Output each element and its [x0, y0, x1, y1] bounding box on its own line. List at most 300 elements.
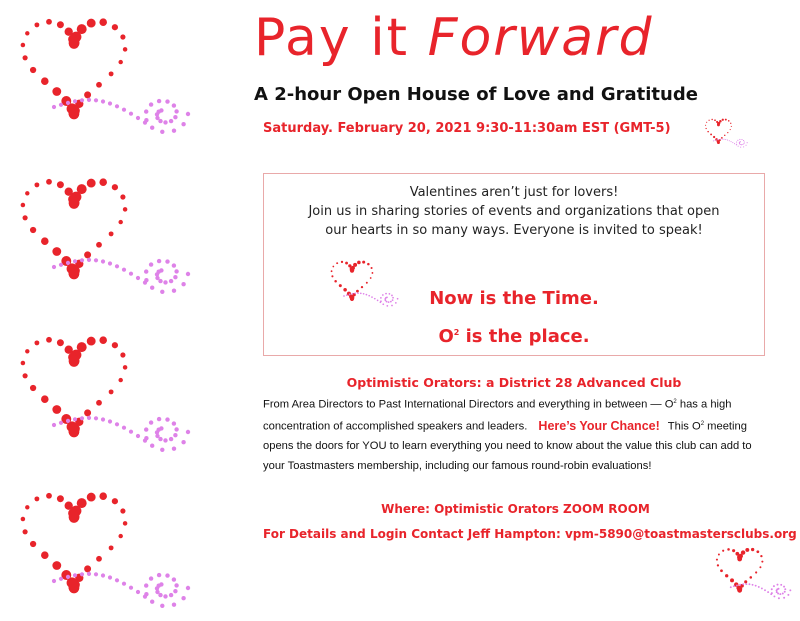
heart-dot: [96, 242, 102, 248]
heart-dot: [711, 119, 712, 120]
swirl-dot: [87, 416, 91, 420]
swirl-dot: [761, 587, 763, 589]
swirl-dot: [767, 591, 769, 593]
heart-dot: [46, 493, 52, 499]
intro-line-3: our hearts in so many ways. Everyone is invited to speak!: [325, 223, 703, 238]
swirl-dot: [186, 430, 190, 434]
heart-dot: [84, 409, 91, 416]
heart-dot: [728, 120, 730, 122]
heart-dot: [755, 571, 757, 573]
swirl-dot: [743, 143, 744, 144]
heart-dot: [725, 574, 728, 577]
swirl-dot: [163, 438, 167, 442]
heart-dot: [759, 566, 761, 568]
heart-dot: [87, 493, 96, 502]
heart-dot: [99, 336, 107, 344]
swirl-dot: [729, 140, 730, 141]
swirl-dot: [172, 421, 176, 425]
swirl-dot: [160, 604, 164, 608]
heart-dot: [744, 580, 747, 583]
swirl-dot: [169, 119, 173, 123]
swirl-dot: [725, 139, 726, 140]
swirl-dot: [108, 101, 112, 105]
swirl-dot: [779, 593, 781, 595]
swirl-dot: [87, 258, 91, 262]
swirl-dot: [129, 430, 133, 434]
heart-dot: [112, 498, 118, 504]
swirl-dot: [160, 130, 164, 134]
heart-dot: [34, 340, 39, 345]
swirl-dot: [157, 573, 161, 577]
swirl-dot: [163, 594, 167, 598]
swirl-dot: [149, 102, 153, 106]
swirl-dot: [783, 586, 785, 588]
heart-dot: [69, 197, 80, 208]
heart-dot: [23, 529, 28, 534]
heart-dot: [21, 517, 26, 522]
swirl-dot: [159, 426, 163, 430]
heart-dot: [730, 578, 734, 582]
small-heart-decoration-3: [712, 545, 794, 605]
heart-dot: [727, 132, 728, 133]
swirl-dot: [186, 112, 190, 116]
swirl-dot: [59, 103, 63, 107]
swirl-dot: [744, 141, 745, 142]
heart-dot: [720, 569, 723, 572]
heart-dot: [25, 191, 29, 195]
heart-dot: [761, 561, 763, 563]
swirl-dot: [172, 103, 176, 107]
swirl-dot: [160, 448, 164, 452]
heart-dot: [46, 337, 52, 343]
swirl-dot: [749, 583, 751, 585]
swirl-dot: [172, 577, 176, 581]
heart-dot: [730, 123, 731, 124]
swirl-dot: [172, 603, 176, 607]
swirl-dot: [94, 98, 98, 102]
swirl-dot: [739, 584, 741, 586]
swirl-dot: [737, 140, 738, 141]
swirl-dot: [66, 419, 70, 423]
heart-dot: [57, 339, 64, 346]
heart-dot: [732, 549, 735, 552]
swirl-dot: [73, 259, 77, 263]
heart-dot: [716, 559, 718, 561]
swirl-dot: [778, 597, 780, 599]
heart-decoration-3: [14, 330, 194, 465]
place-o: O: [438, 326, 454, 347]
heart-dot: [756, 550, 759, 553]
swirl-dot: [715, 140, 716, 141]
swirl-dot: [149, 576, 153, 580]
swirl-dot: [150, 444, 154, 448]
invitation-text: [264, 183, 764, 240]
swirl-dot: [169, 279, 173, 283]
body-part-4: meeting opens the doors for YOU to learn everything you need to know about the value this club can add to your Toastmasters membership, including our famous round-robin evaluations!: [263, 420, 752, 472]
heart-dot: [25, 505, 29, 509]
heart-dot: [69, 355, 80, 366]
body-part-2: has a high concentration of accomplished speakers and leaders.: [263, 398, 732, 433]
heart-dot: [707, 131, 709, 133]
swirl-dot: [136, 116, 140, 120]
swirl-dot: [66, 575, 70, 579]
heart-dot: [120, 352, 125, 357]
swirl-dot: [149, 420, 153, 424]
swirl-dot: [94, 258, 98, 262]
heart-dot: [30, 385, 36, 391]
swirl-dot: [157, 259, 161, 263]
swirl-dot: [115, 264, 119, 268]
heart-dot: [84, 91, 91, 98]
small-heart-decoration-1: [700, 117, 752, 151]
swirl-dot: [169, 593, 173, 597]
swirl-dot: [136, 434, 140, 438]
swirl-dot: [159, 268, 163, 272]
swirl-dot: [743, 146, 744, 147]
swirl-dot: [101, 259, 105, 263]
swirl-dot: [736, 142, 737, 143]
body-part-3: This O: [667, 420, 701, 433]
heart-dot: [99, 178, 107, 186]
swirl-dot: [773, 585, 775, 587]
swirl-dot: [136, 276, 140, 280]
swirl-dot: [101, 99, 105, 103]
swirl-dot: [59, 577, 63, 581]
now-is-the-time: Now is the Time.: [429, 288, 599, 309]
heart-dot: [69, 37, 80, 48]
swirl-dot: [115, 578, 119, 582]
place-superscript: 2: [453, 328, 460, 337]
page-title: [254, 10, 653, 67]
heart-dot: [77, 498, 87, 508]
heart-dot: [65, 188, 73, 196]
swirl-dot: [122, 268, 126, 272]
heart-dot: [724, 135, 725, 136]
heart-dot: [749, 576, 752, 579]
heart-dot: [96, 400, 102, 406]
heart-dot: [721, 137, 723, 139]
club-description: [263, 393, 763, 476]
heart-dot: [46, 19, 52, 25]
heart-dot: [41, 77, 49, 85]
swirl-dot: [108, 575, 112, 579]
swirl-dot: [173, 275, 177, 279]
heart-dot: [120, 34, 125, 39]
heart-dot: [112, 24, 118, 30]
swirl-dot: [771, 592, 773, 594]
heart-dot: [30, 541, 36, 547]
swirl-dot: [66, 261, 70, 265]
swirl-dot: [80, 98, 84, 102]
swirl-dot: [59, 421, 63, 425]
swirl-dot: [174, 427, 178, 431]
swirl-dot: [742, 583, 744, 585]
swirl-dot: [783, 597, 785, 599]
swirl-dot: [173, 433, 177, 437]
swirl-dot: [129, 272, 133, 276]
swirl-dot: [758, 586, 760, 588]
heart-dot: [118, 60, 122, 64]
swirl-dot: [181, 440, 185, 444]
swirl-dot: [52, 423, 56, 427]
heart-dot: [120, 508, 125, 513]
heart-decoration-4: [14, 486, 194, 621]
heart-dot: [718, 553, 720, 555]
swirl-dot: [144, 592, 148, 596]
swirl-dot: [773, 595, 775, 597]
heart-dot: [109, 389, 114, 394]
heart-dot: [717, 123, 720, 126]
swirl-dot: [740, 141, 741, 142]
swirl-dot: [173, 115, 177, 119]
swirl-dot: [157, 99, 161, 103]
heart-dot: [118, 220, 122, 224]
swirl-dot: [108, 419, 112, 423]
swirl-dot: [733, 585, 735, 587]
swirl-dot: [741, 144, 742, 145]
swirl-dot: [144, 269, 148, 273]
swirl-dot: [165, 573, 169, 577]
contact-info: For Details and Login Contact Jeff Hampton: vpm-5890@toastmastersclubs.org: [263, 527, 797, 541]
swirl-dot: [101, 417, 105, 421]
swirl-dot: [52, 105, 56, 109]
swirl-dot: [160, 290, 164, 294]
swirl-dot: [52, 265, 56, 269]
heart-dot: [34, 182, 39, 187]
swirl-dot: [730, 586, 732, 588]
o2-is-the-place: [264, 326, 764, 347]
swirl-dot: [736, 584, 738, 586]
swirl-dot: [181, 596, 185, 600]
heart-dot: [65, 28, 73, 36]
swirl-dot: [115, 104, 119, 108]
swirl-dot: [144, 109, 148, 113]
heart-dot: [99, 18, 107, 26]
heart-dot: [109, 71, 114, 76]
heart-dot: [21, 203, 26, 208]
swirl-dot: [165, 99, 169, 103]
swirl-dot: [172, 129, 176, 133]
club-title: Optimistic Orators: a District 28 Advanced Club: [346, 375, 682, 390]
heart-dot: [41, 395, 49, 403]
place-rest: is the place.: [459, 326, 590, 347]
swirl-dot: [94, 572, 98, 576]
swirl-dot: [745, 583, 747, 585]
swirl-dot: [732, 142, 733, 143]
intro-line-1: Valentines aren’t just for lovers!: [409, 185, 619, 200]
heart-dot: [713, 136, 715, 138]
swirl-dot: [784, 588, 786, 590]
swirl-dot: [787, 594, 789, 596]
swirl-dot: [87, 572, 91, 576]
heart-dot: [737, 556, 742, 561]
swirl-dot: [101, 573, 105, 577]
heart-dot: [84, 251, 91, 258]
heart-dot: [706, 122, 707, 123]
heart-dot: [30, 67, 36, 73]
heart-dot: [123, 365, 128, 370]
swirl-dot: [181, 282, 185, 286]
heart-dot: [87, 179, 96, 188]
swirl-dot: [94, 416, 98, 420]
swirl-dot: [731, 141, 732, 142]
meeting-location: Where: Optimistic Orators ZOOM ROOM: [381, 502, 650, 516]
swirl-dot: [149, 262, 153, 266]
swirl-dot: [736, 144, 737, 145]
swirl-dot: [741, 139, 742, 140]
heart-dot: [725, 119, 727, 121]
heart-dot: [34, 22, 39, 27]
title-forward: Forward: [427, 8, 654, 68]
swirl-dot: [165, 417, 169, 421]
swirl-dot: [778, 588, 780, 590]
swirl-dot: [740, 147, 741, 148]
heart-dot: [123, 521, 128, 526]
heart-dot: [722, 119, 724, 121]
swirl-dot: [115, 422, 119, 426]
swirl-dot: [723, 139, 724, 140]
heart-dot: [87, 19, 96, 28]
swirl-dot: [764, 589, 766, 591]
heart-dot: [21, 43, 26, 48]
heart-dot: [708, 120, 709, 121]
swirl-dot: [59, 263, 63, 267]
swirl-dot: [157, 417, 161, 421]
invitation-box: [263, 173, 765, 356]
subtitle: A 2-hour Open House of Love and Gratitude: [254, 84, 698, 105]
heart-dot: [41, 237, 49, 245]
swirl-dot: [73, 99, 77, 103]
swirl-dot: [73, 573, 77, 577]
swirl-dot: [722, 139, 723, 140]
heart-dot: [760, 555, 762, 557]
swirl-dot: [720, 139, 721, 140]
heart-dot: [710, 133, 712, 135]
swirl-dot: [163, 120, 167, 124]
heart-dot: [719, 120, 722, 123]
heart-dot: [751, 548, 754, 551]
heart-decoration-2: [14, 172, 194, 307]
title-pay-it: Pay it: [254, 8, 428, 68]
swirl-dot: [144, 427, 148, 431]
heart-dot: [77, 24, 87, 34]
swirl-dot: [150, 126, 154, 130]
heart-dot: [23, 215, 28, 220]
swirl-dot: [718, 139, 719, 140]
swirl-dot: [784, 591, 786, 593]
heart-dot: [717, 564, 719, 566]
heart-dot: [722, 550, 724, 552]
heart-dot: [25, 349, 29, 353]
heart-dot: [96, 82, 102, 88]
heart-dot: [118, 534, 122, 538]
heart-dot: [745, 548, 749, 552]
heart-dot: [23, 55, 28, 60]
heart-dot: [46, 179, 52, 185]
heart-dot: [730, 129, 731, 130]
heart-dot: [735, 552, 739, 556]
swirl-dot: [165, 259, 169, 263]
heart-dot: [69, 511, 80, 522]
swirl-dot: [752, 584, 754, 586]
event-date: Saturday. February 20, 2021 9:30-11:30am EST (GMT-5): [263, 121, 671, 136]
swirl-dot: [144, 118, 148, 122]
heart-dot: [705, 125, 706, 126]
heart-dot: [123, 207, 128, 212]
heart-dot: [52, 247, 61, 256]
heart-dot: [21, 361, 26, 366]
intro-line-2: Join us in sharing stories of events and organizations that open: [308, 204, 720, 219]
heart-dot: [120, 194, 125, 199]
heart-dot: [30, 227, 36, 233]
swirl-dot: [169, 437, 173, 441]
swirl-dot: [122, 108, 126, 112]
heart-dot: [84, 565, 91, 572]
swirl-dot: [727, 140, 728, 141]
heart-dot: [57, 21, 64, 28]
swirl-dot: [172, 289, 176, 293]
heart-dot: [714, 119, 716, 121]
swirl-dot: [747, 142, 748, 143]
swirl-dot: [172, 263, 176, 267]
swirl-dot: [743, 140, 744, 141]
swirl-dot: [174, 109, 178, 113]
swirl-dot: [73, 417, 77, 421]
heart-dot: [716, 121, 718, 123]
swirl-dot: [782, 593, 784, 595]
body-part-1: From Area Directors to Past International Directors and everything in between — O: [263, 398, 674, 411]
heart-dot: [741, 550, 745, 554]
swirl-dot: [777, 584, 779, 586]
swirl-dot: [771, 588, 773, 590]
swirl-dot: [738, 146, 739, 147]
heart-dot: [65, 502, 73, 510]
heart-dot: [109, 231, 114, 236]
heart-dot: [52, 405, 61, 414]
swirl-dot: [52, 579, 56, 583]
heart-dot: [727, 548, 730, 551]
swirl-dot: [144, 278, 148, 282]
heart-dot: [41, 551, 49, 559]
swirl-dot: [789, 589, 791, 591]
swirl-dot: [739, 139, 740, 140]
swirl-dot: [108, 261, 112, 265]
swirl-dot: [159, 108, 163, 112]
heart-dot: [23, 373, 28, 378]
swirl-dot: [172, 447, 176, 451]
swirl-dot: [713, 140, 714, 141]
heart-dot: [705, 128, 706, 129]
swirl-dot: [780, 584, 782, 586]
heart-dot: [112, 184, 118, 190]
swirl-dot: [144, 583, 148, 587]
swirl-dot: [186, 586, 190, 590]
heart-dot: [34, 496, 39, 501]
swirl-dot: [129, 586, 133, 590]
swirl-dot: [80, 258, 84, 262]
heart-dot: [731, 126, 732, 127]
heart-dot: [112, 342, 118, 348]
heart-dot: [123, 47, 128, 52]
heart-dot: [25, 31, 29, 35]
body-superscript-2: 2: [700, 421, 705, 428]
heart-dot: [77, 184, 87, 194]
swirl-dot: [745, 145, 746, 146]
swirl-dot: [129, 112, 133, 116]
swirl-dot: [716, 139, 717, 140]
swirl-dot: [80, 416, 84, 420]
swirl-dot: [159, 582, 163, 586]
